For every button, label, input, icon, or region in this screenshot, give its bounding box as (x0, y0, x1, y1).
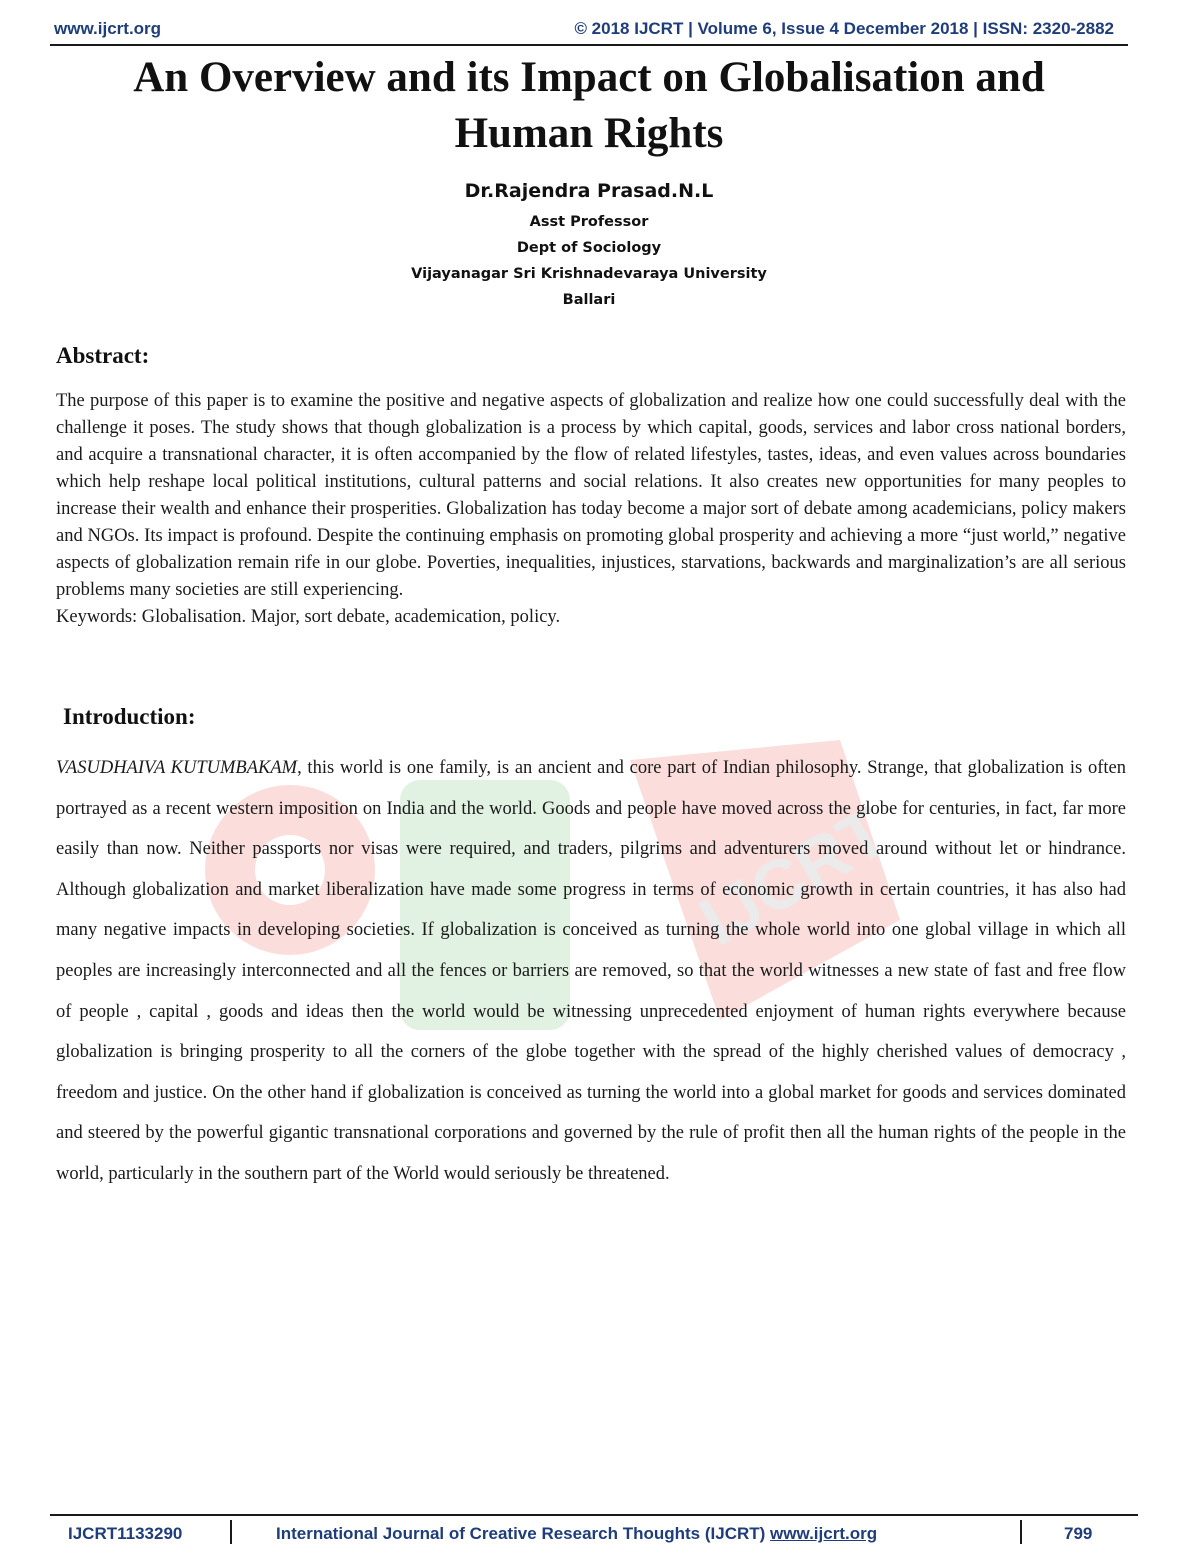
paper-title (50, 50, 1128, 162)
introduction-body: , this world is one family, is an ancient and core part of Indian philosophy. Strange, that globalization is often portrayed as a recent western imposition on India and the world. Goods and people have moved across the globe for centuries, in fact, far more easily than now. Neither passports nor visas were required, and traders, pilgrims and adventurers moved around without let or hindrance. Although globalization and market liberalization have made some progress in terms of economic growth in certain countries, it has also had many negative impacts in developing societies. If globalization is conceived as turning the whole world into one global village in which all peoples are increasingly interconnected and all the fences or barriers are removed, so that the world witnesses a new state of fast and free flow of people , capital , goods and ideas then the world would be witnessing unprecedented enjoyment of human rights everywhere because globalization is bringing prosperity to all the corners of the globe together with the spread of the highly cherished values of democracy , freedom and justice. On the other hand if globalization is conceived as turning the world into a global market for goods and services dominated and steered by the powerful gigantic transnational corporations and governed by the rule of profit then all the human rights of the people in the world, particularly in the southern part of the World would seriously be threatened. (56, 758, 1126, 1184)
footer-journal (276, 1524, 877, 1544)
author-city: Ballari (562, 292, 616, 308)
abstract-keywords: Keywords: Globalisation. Major, sort debate, academication, policy. (56, 607, 561, 627)
paper-title-line2: Human Rights (454, 110, 724, 157)
abstract-body: The purpose of this paper is to examine the positive and negative aspects of globalization and realize how one could successfully deal with the challenge it poses. The study shows that though globalization is a process by which capital, goods, services and labor cross national borders, and acquire a transnational character, it is often accompanied by the flow of related lifestyles, tastes, ideas, and even values across boundaries which help reshape local political institutions, cultural patterns and social relations. It also creates new opportunities for many peoples to increase their wealth and enhance their prosperities. Globalization has today become a major sort of debate among academicians, policy makers and NGOs. Its impact is profound. Despite the continuing emphasis on promoting global prosperity and achieving a more “just world,” negative aspects of globalization remain rife in our globe. Poverties, inequalities, injustices, starvations, backwards and marginalization’s are all serious problems many societies are still experiencing. (56, 391, 1126, 600)
author-position: Asst Professor (529, 214, 649, 230)
header-site-link[interactable]: www.ijcrt.org (54, 19, 162, 38)
introduction-section (56, 748, 1126, 1195)
author-department: Dept of Sociology (516, 240, 662, 256)
author-name: Dr.Rajendra Prasad.N.L (464, 180, 714, 202)
abstract-heading: Abstract: (56, 343, 150, 368)
footer-paper-id: IJCRT1133290 (68, 1524, 183, 1543)
paper-title-line1: An Overview and its Impact on Globalisation and (133, 54, 1045, 101)
introduction-lead: VASUDHAIVA KUTUMBAKAM (56, 758, 298, 778)
footer-divider (230, 1520, 232, 1544)
header-citation: © 2018 IJCRT | Volume 6, Issue 4 December 2018 | ISSN: 2320-2882 (574, 19, 1114, 38)
introduction-paragraph (56, 748, 1126, 1195)
footer-divider (1020, 1520, 1022, 1544)
footer-journal-name: International Journal of Creative Research Thoughts (IJCRT) (276, 1524, 766, 1543)
page-header (50, 16, 1128, 46)
page-footer (50, 1514, 1138, 1550)
watermark-label: IJCRT (686, 791, 901, 961)
introduction-heading: Introduction: (63, 704, 196, 729)
abstract-section (56, 388, 1126, 631)
author-university: Vijayanagar Sri Krishnadevaraya University (411, 266, 767, 282)
footer-url-link[interactable]: www.ijcrt.org (770, 1524, 878, 1543)
footer-page-number: 799 (1064, 1524, 1093, 1543)
